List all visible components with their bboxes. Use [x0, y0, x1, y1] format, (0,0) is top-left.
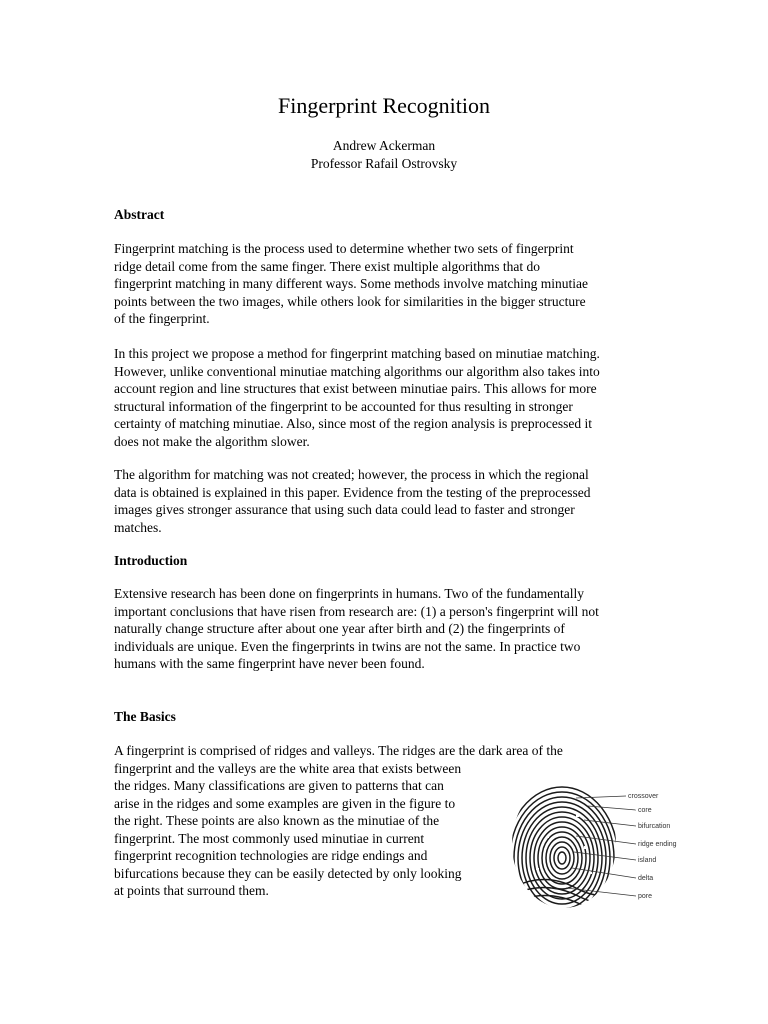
text-line: Extensive research has been done on fingerprints in humans. Two of the fundamentally [114, 586, 585, 601]
author-name: Andrew Ackerman [332, 138, 436, 153]
text-line: structural information of the fingerprint to be accounted for thus resulting in stronger [114, 398, 573, 414]
text-line: points between the two images, while others look for similarities in the bigger structure [114, 293, 586, 309]
abstract-heading: Abstract [114, 207, 165, 222]
text-line: The algorithm for matching was not created; however, the process in which the regional [114, 467, 589, 482]
fingerprint-illustration [506, 776, 688, 912]
label-delta: delta [638, 875, 654, 882]
text-line: bifurcations because they can be easily detected by only looking [114, 865, 462, 881]
text-line: certainty of matching minutiae. Also, since most of the region analysis is preprocessed it [114, 416, 593, 431]
text-line: data is obtained is explained in this paper. Evidence from the testing of the preprocessed [114, 484, 591, 500]
text-line: Fingerprint matching is the process used to determine whether two sets of fingerprint [114, 241, 574, 256]
fingerprint-minutiae-figure [506, 776, 688, 912]
text-line: the ridges. Many classifications are given to patterns that can [114, 778, 444, 793]
text-line: important conclusions that have risen from research are: (1) a person's fingerprint will not [114, 603, 599, 619]
text-line: fingerprint matching in many different ways. Some methods involve matching minutiae [114, 276, 589, 291]
introduction-paragraph [114, 585, 654, 673]
text-line: However, unlike conventional minutiae matching algorithms our algorithm also takes into [114, 363, 600, 379]
label-island: island [638, 857, 657, 864]
label-pore: pore [638, 893, 653, 900]
fingerprint-ridges [506, 787, 620, 912]
text-line: account region and line structures that exist between minutiae pairs. This allows for more [114, 381, 597, 396]
text-line: fingerprint and the valleys are the white area that exists between [114, 760, 462, 776]
introduction-heading: Introduction [114, 553, 188, 568]
text-line: at points that surround them. [114, 883, 269, 898]
text-line: matches. [114, 519, 162, 535]
text-line: does not make the algorithm slower. [114, 433, 310, 449]
label-crossover: crossover [628, 793, 659, 800]
abstract-paragraph-1 [114, 240, 654, 328]
abstract-paragraph-3 [114, 466, 654, 536]
author-block [0, 137, 768, 172]
text-line: ridge detail come from the same finger. There exist multiple algorithms that do [114, 258, 541, 274]
text-line: A fingerprint is comprised of ridges and valleys. The ridges are the dark area of the [114, 743, 563, 758]
label-ridge-ending: ridge ending [638, 841, 677, 848]
label-bifurcation: bifurcation [638, 823, 671, 830]
text-line: humans with the same fingerprint have never been found. [114, 656, 425, 671]
text-line: individuals are unique. Even the fingerprints in twins are not the same. In practice two [114, 638, 581, 654]
basics-heading: The Basics [114, 709, 176, 724]
paper-title: Fingerprint Recognition [277, 93, 491, 118]
text-line: of the fingerprint. [114, 311, 210, 326]
text-line: fingerprint. The most commonly used minutiae in current [114, 830, 425, 846]
minutiae-labels [628, 793, 677, 900]
advisor-name: Professor Rafail Ostrovsky [310, 155, 458, 171]
text-line: naturally change structure after about one year after birth and (2) the fingerprints of [114, 621, 565, 636]
text-line: fingerprint recognition technologies are ridge endings and [114, 848, 428, 863]
abstract-paragraph-2 [114, 345, 654, 450]
text-line: arise in the ridges and some examples are given in the figure to [114, 795, 456, 811]
text-line: In this project we propose a method for fingerprint matching based on minutiae matching. [114, 346, 600, 361]
text-line: the right. These points are also known as the minutiae of the [114, 813, 440, 828]
label-core: core [638, 807, 652, 814]
text-line: images gives stronger assurance that using such data could lead to faster and stronger [114, 502, 575, 517]
